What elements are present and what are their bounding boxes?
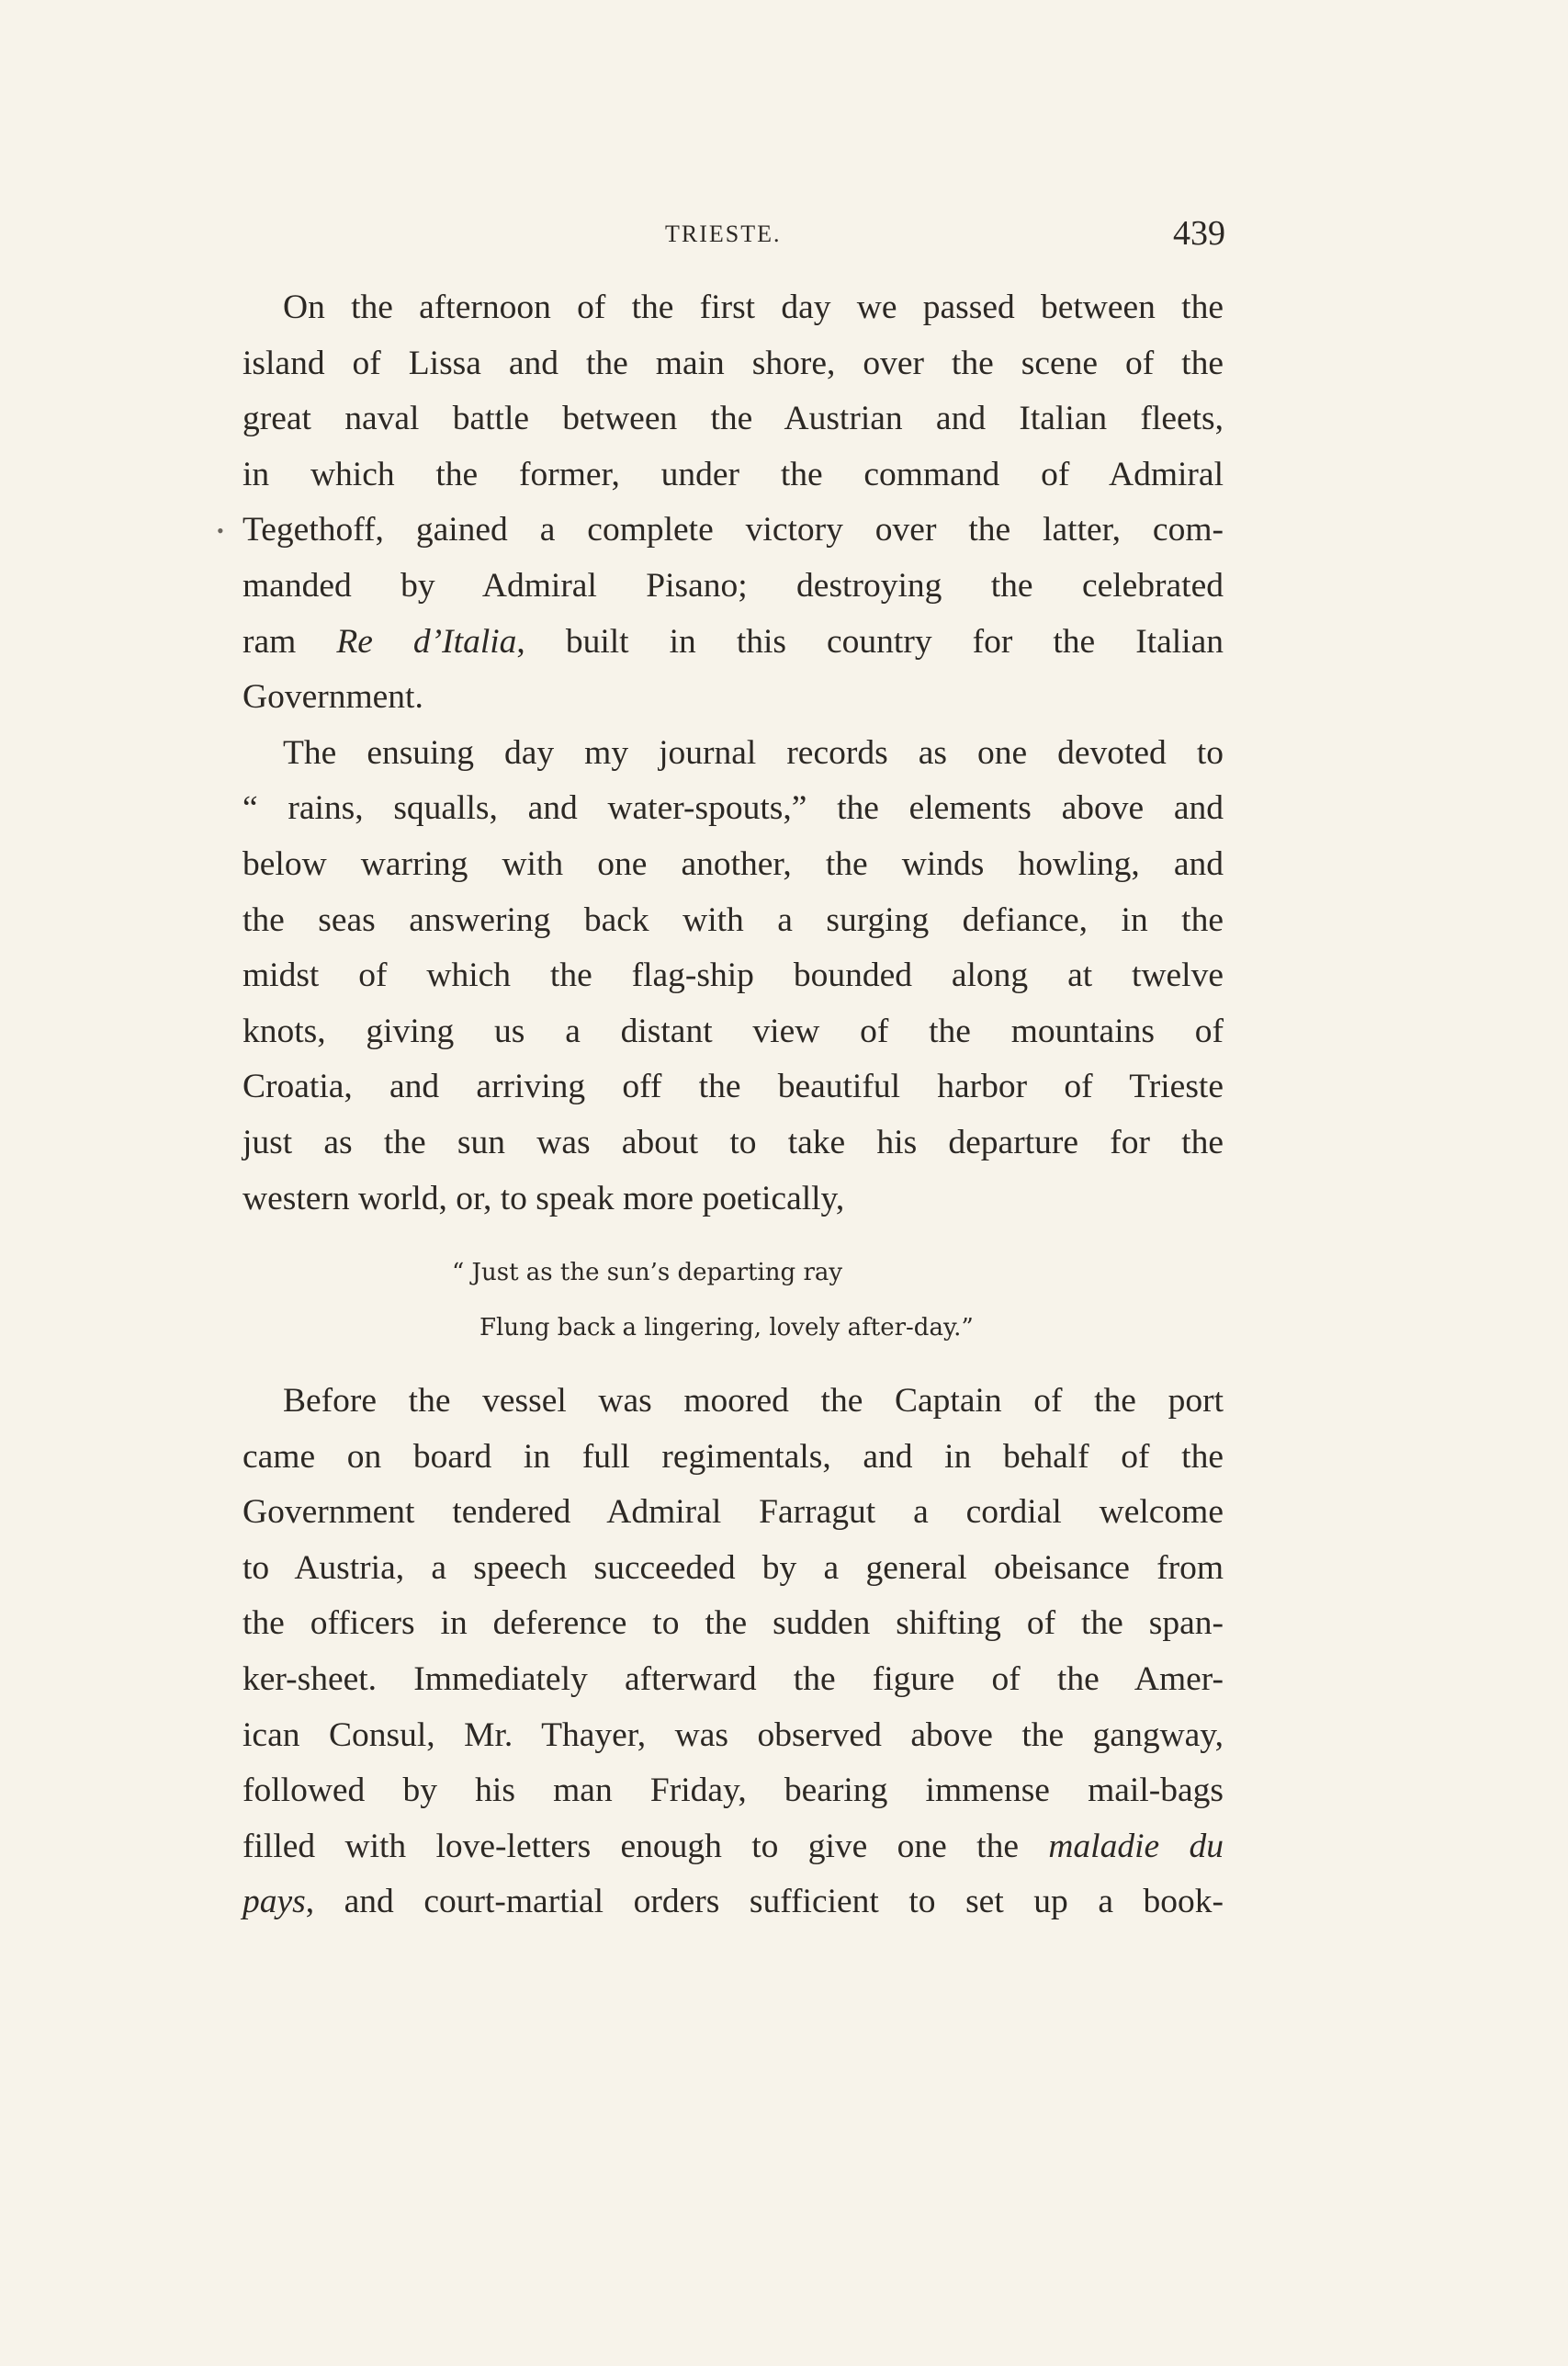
verse-line: Flung back a lingering, lovely after-day.” — [479, 1314, 974, 1342]
body-text — [243, 280, 1224, 1930]
text-line: The ensuing day my journal records as one devoted to — [283, 733, 1224, 772]
margin-dot: • — [217, 519, 224, 542]
text-line-mixed — [243, 615, 1224, 671]
text-line: Before the vessel was moored the Captain of the port — [283, 1382, 1224, 1421]
paragraph-lissa — [243, 280, 1224, 726]
text-span: ram — [243, 622, 337, 661]
ship-name: Re d’Italia — [336, 622, 517, 661]
text-line: island of Lissa and the main shore, over the scene of the — [243, 344, 1224, 382]
text-line: ker-sheet. Immediately afterward the figure of the Amer- — [243, 1660, 1224, 1699]
running-head — [243, 213, 1225, 259]
text-line: Tegethoff, gained a complete victory over the latter, com- — [243, 511, 1224, 549]
text-line: great naval battle between the Austrian and Italian fleets, — [243, 400, 1224, 438]
text-line: below warring with one another, the winds howling, and — [243, 844, 1224, 883]
text-line: just as the sun was about to take his departure for the — [243, 1123, 1224, 1161]
running-title: TRIESTE. — [665, 221, 782, 247]
text-line: to Austria, a speech succeeded by a general obeisance from — [243, 1548, 1224, 1587]
text-line: Government tendered Admiral Farragut a cordial welcome — [243, 1493, 1224, 1532]
text-line: in which the former, under the command of Admiral — [243, 455, 1224, 493]
text-span: , built in this country for the Italian — [516, 622, 1224, 661]
text-line: came on board in full regimentals, and in behalf of the — [243, 1437, 1224, 1476]
foreign-phrase: maladie du — [1048, 1827, 1224, 1865]
verse-quotation — [243, 1245, 1224, 1355]
text-line-mixed — [243, 1874, 1224, 1930]
page-number: 439 — [1173, 214, 1225, 253]
text-line: the officers in deference to the sudden shifting of the span- — [243, 1604, 1224, 1643]
text-line: Government. — [243, 678, 423, 717]
verse-line: “ Just as the sun’s departing ray — [452, 1259, 843, 1287]
paragraph-storm — [243, 726, 1224, 1227]
text-line: knots, giving us a distant view of the mountains of — [243, 1012, 1224, 1050]
text-line: manded by Admiral Pisano; destroying the celebrated — [243, 566, 1224, 605]
text-line: On the afternoon of the first day we passed between the — [283, 289, 1224, 326]
paragraph-arrival — [243, 1374, 1224, 1930]
text-line: “ rains, squalls, and water-spouts,” the elements above and — [243, 789, 1224, 828]
text-span: filled with love-letters enough to give one the — [243, 1827, 1049, 1865]
text-line: the seas answering back with a surging defiance, in the — [243, 900, 1224, 939]
text-line: Croatia, and arriving off the beautiful harbor of Trieste — [243, 1068, 1224, 1106]
text-line: ican Consul, Mr. Thayer, was observed above the gangway, — [243, 1715, 1224, 1754]
text-line: western world, or, to speak more poetically, — [243, 1179, 845, 1217]
text-line: midst of which the flag-ship bounded along at twelve — [243, 957, 1224, 995]
foreign-phrase: pays — [243, 1883, 306, 1921]
text-line: followed by his man Friday, bearing immense mail-bags — [243, 1772, 1224, 1810]
text-line-mixed — [243, 1819, 1224, 1875]
text-span: , and court-martial orders sufficient to set up a book- — [305, 1883, 1224, 1921]
